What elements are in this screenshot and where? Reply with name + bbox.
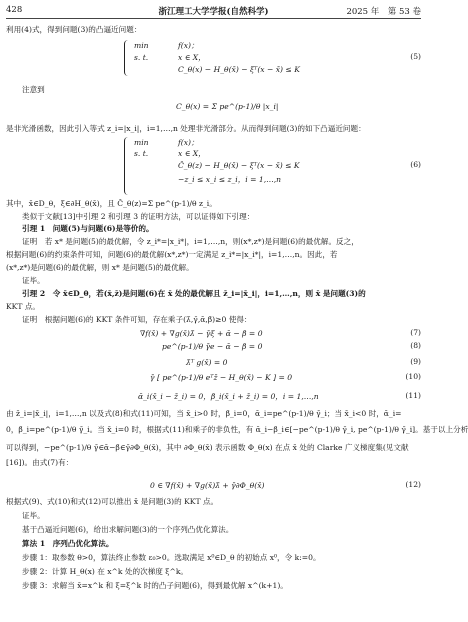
eq5-number: (5) (410, 52, 421, 61)
eq5-st: s. t. (134, 53, 149, 62)
eq6-min: min (134, 138, 149, 147)
eq6-constraint-2: Ĉ_θ(z) − H_θ(x̄) − ξᵀ(x − x̄) ≤ K (178, 161, 300, 170)
eq7: ∇f(x̄) + ∇g(x̄)λ̄ − γ̄ξ + ᾱ − β̄ = 0 (140, 329, 263, 338)
eq10: γ̄ [ pe^(p-1)/θ eᵀz̄ − H_θ(x̄) − K ] = 0 (150, 373, 293, 382)
eq8: pe^(p-1)/θ γ̄e − ᾱ − β̄ = 0 (162, 342, 263, 351)
text-line: 利用(4)式，得到问题(3)的凸逼近问题： (6, 25, 142, 34)
eq5-objective: f(x)； (178, 41, 199, 50)
running-header (6, 4, 421, 19)
eq5-constraint-1: x ∈ X， (178, 53, 206, 62)
text-line: 由 z̄_i=|x̄_i|，i=1,…,n 以及式(8)和式(11)可知，当 x̄_i>0 时，β̄_i=0，ᾱ_i=pe^(p-1)/θ γ̄_i；当 x̄_i<0 时，ᾱ_i= (6, 409, 402, 418)
text-line: [16])。由式(7)有： (6, 458, 74, 467)
text-line: 其中，x̄∈D_θ，ξ∈∂H_θ(x̄)，且 Ĉ_θ(z)=Σ pe^(p-1)/θ z_i。 (6, 199, 217, 208)
eq11-number: (11) (405, 391, 421, 400)
brace-5 (124, 40, 131, 76)
step-3: 步骤 3：求解当 x̄=x^k 和 ξ=ξ^k 时的凸子问题(6)，得到最优解 x^(k+1)。 (22, 581, 288, 590)
eq5-constraint-2: C_θ(x) − H_θ(x̄) − ξᵀ(x − x̄) ≤ K (178, 65, 300, 74)
eq6-number: (6) (410, 160, 421, 169)
eq7-number: (7) (410, 328, 421, 337)
eq6-constraint-3: −z_i ≤ x_i ≤ z_i，i = 1,…,n (178, 175, 282, 184)
eq-note: C_θ(x) = Σ pe^(p-1)/θ |x_i| (176, 102, 279, 111)
text-line: 可以得到，−pe^(p-1)/θ γ̄∈ᾱ−β̄∈γ̄∂Φ_θ(x̄)，其中 ∂Φ_θ(x̄) 表示函数 Φ_θ(x) 在点 x̄ 处的 Clarke 广义梯度集(见文献 (6, 443, 409, 452)
eq12-number: (12) (405, 480, 421, 489)
text-line: KKT 点。 (6, 302, 41, 311)
text-line: 类似于文献[13]中引理 2 和引理 3 的证明方法，可以证得如下引理： (22, 212, 255, 221)
eq6-st: s. t. (134, 149, 149, 158)
eq11: ᾱ_i(x̄_i − z̄_i) = 0，β̄_i(x̄_i + z̄_i) = 0，i = 1,…,n (138, 392, 319, 401)
qed: 证毕。 (22, 276, 45, 285)
algorithm-title: 算法 1 序列凸优化算法。 (22, 539, 114, 548)
text-line: 证明 若 x* 是问题(5)的最优解，令 z_i*=|x_i*|，i=1,…,n，则(x*,z*)是问题(6)的最优解。反之， (22, 237, 359, 246)
eq6-constraint-1: x ∈ X， (178, 149, 206, 158)
eq9-number: (9) (410, 357, 421, 366)
lemma-2: 引理 2 令 x̄∈D_θ，若(x̄,z̄)是问题(6)在 x̄ 处的最优解且 z̄_i=|x̄_i|，i=1,…,n，则 x̄ 是问题(3)的 (22, 289, 366, 298)
text-line: 是非光滑函数，因此引入等式 z_i=|x_i|，i=1,…,n 处理非光滑部分。从而得到问题(3)的如下凸逼近问题： (6, 124, 366, 133)
text-line: 根据式(9)、式(10)和式(12)可以推出 x̄ 是问题(3)的 KKT 点。 (6, 497, 219, 506)
eq8-number: (8) (410, 341, 421, 350)
journal-title: 浙江理工大学学报(自然科学) (158, 7, 269, 17)
page-number: 428 (6, 5, 23, 15)
eq5-min: min (134, 41, 149, 50)
text-line: (x*,z*)是问题(6)的最优解，则 x* 是问题(5)的最优解。 (6, 263, 194, 272)
issue-info: 2025 年 第 53 卷 (346, 7, 421, 17)
brace-6 (124, 137, 131, 195)
text-line: 注意到 (22, 85, 45, 94)
eq6-objective: f(x)； (178, 138, 199, 147)
eq9: λ̄ᵀ g(x̄) = 0 (186, 358, 228, 367)
eq10-number: (10) (405, 372, 421, 381)
step-1: 步骤 1：取参数 θ>0，算法终止参数 ε₀>0。选取满足 x⁰∈D_θ 的初始点 x⁰，令 k:=0。 (22, 553, 321, 562)
proof-line: 证明 根据问题(6)的 KKT 条件可知，存在乘子(λ̄,γ̄,ᾱ,β̄)≥0 使得： (22, 315, 252, 324)
text-line: 基于凸逼近问题(6)，给出求解问题(3)的一个序列凸优化算法。 (22, 525, 234, 534)
text-line: 根据问题(6)的约束条件可知，问题(6)的最优解(x*,z*)一定满足 z_i*=|x_i*|，i=1,…,n。因此，若 (6, 250, 338, 259)
eq12: 0 ∈ ∇f(x̄) + ∇g(x̄)λ̄ + γ̄∂Φ_θ(x̄) (150, 481, 265, 490)
lemma-1: 引理 1 问题(5)与问题(6)是等价的。 (22, 224, 154, 233)
text-line: 0，β̄_i=pe^(p-1)/θ γ̄_i。当 x̄_i=0 时，根据式(11)和乘子的非负性，有 ᾱ_i−β̄_i∈[−pe^(p-1)/θ γ̄_i, pe^(p-1)/θ γ̄_i]。基于以上分析 (6, 425, 468, 434)
qed: 证毕。 (22, 511, 45, 520)
step-2: 步骤 2：计算 H_θ(x) 在 x^k 处的次梯度 ξ^k。 (22, 567, 189, 576)
